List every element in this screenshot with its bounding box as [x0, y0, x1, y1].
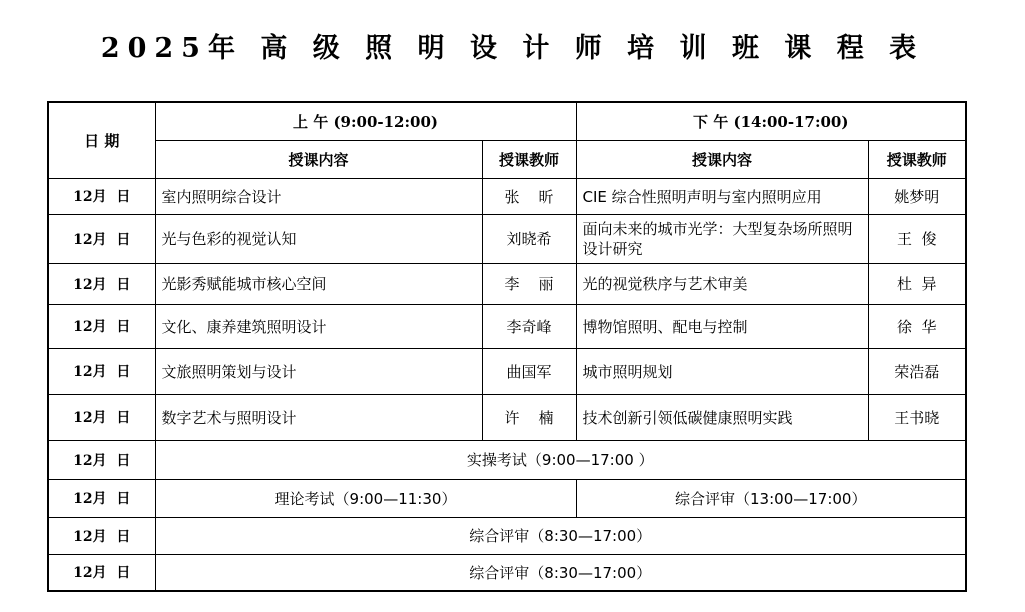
- am-course: 光影秀赋能城市核心空间: [155, 263, 482, 304]
- am-teacher: 李 丽: [482, 263, 576, 304]
- pm-course: 技术创新引领低碳健康照明实践: [576, 394, 868, 440]
- row-date: 12月 日: [48, 479, 155, 517]
- review-cell: 综合评审（13:00—17:00）: [576, 479, 966, 517]
- pm-course: CIE 综合性照明声明与室内照明应用: [576, 178, 868, 214]
- am-course: 光与色彩的视觉认知: [155, 214, 482, 263]
- table-row: [48, 348, 966, 394]
- am-course: 文旅照明策划与设计: [155, 348, 482, 394]
- course-schedule-table: [47, 101, 967, 592]
- pm-course: 城市照明规划: [576, 348, 868, 394]
- am-content-header: 授课内容: [155, 140, 482, 178]
- pm-course: 面向未来的城市光学：大型复杂场所照明设计研究: [576, 214, 868, 263]
- header-row-periods: [48, 102, 966, 140]
- am-teacher: 曲国军: [482, 348, 576, 394]
- pm-teacher-header: 授课教师: [868, 140, 966, 178]
- pm-teacher: 荣浩磊: [868, 348, 966, 394]
- header-row-columns: [48, 140, 966, 178]
- am-teacher: 许 楠: [482, 394, 576, 440]
- theory-exam-cell: 理论考试（9:00—11:30）: [155, 479, 576, 517]
- pm-teacher: 王书晓: [868, 394, 966, 440]
- table-row: [48, 479, 966, 517]
- pm-course: 光的视觉秩序与艺术审美: [576, 263, 868, 304]
- am-teacher: 张 昕: [482, 178, 576, 214]
- table-row: [48, 554, 966, 591]
- am-course: 文化、康养建筑照明设计: [155, 304, 482, 348]
- table-row: [48, 263, 966, 304]
- row-date: 12月 日: [48, 517, 155, 554]
- row-date: 12月 日: [48, 440, 155, 479]
- am-course: 室内照明综合设计: [155, 178, 482, 214]
- row-date: 12月 日: [48, 304, 155, 348]
- am-teacher: 李奇峰: [482, 304, 576, 348]
- row-date: 12月 日: [48, 263, 155, 304]
- pm-teacher: 姚梦明: [868, 178, 966, 214]
- row-date: 12月 日: [48, 178, 155, 214]
- pm-course: 博物馆照明、配电与控制: [576, 304, 868, 348]
- table-row: [48, 517, 966, 554]
- table-row: [48, 394, 966, 440]
- pm-teacher: 徐 华: [868, 304, 966, 348]
- review-cell: 综合评审（8:30—17:00）: [155, 554, 966, 591]
- practical-exam-cell: 实操考试（9:00—17:00 ）: [155, 440, 966, 479]
- pm-content-header: 授课内容: [576, 140, 868, 178]
- row-date: 12月 日: [48, 394, 155, 440]
- review-cell: 综合评审（8:30—17:00）: [155, 517, 966, 554]
- row-date: 12月 日: [48, 348, 155, 394]
- schedule-title: 2025年 高 级 照 明 设 计 师 培 训 班 课 程 表: [100, 33, 925, 64]
- morning-header: 上 午 (9:00-12:00): [155, 102, 576, 140]
- row-date: 12月 日: [48, 214, 155, 263]
- row-date: 12月 日: [48, 554, 155, 591]
- date-header: 日 期: [48, 102, 155, 178]
- am-teacher-header: 授课教师: [482, 140, 576, 178]
- table-row: [48, 214, 966, 263]
- table-row: [48, 440, 966, 479]
- am-course: 数字艺术与照明设计: [155, 394, 482, 440]
- pm-teacher: 杜 异: [868, 263, 966, 304]
- table-row: [48, 178, 966, 214]
- pm-teacher: 王 俊: [868, 214, 966, 263]
- afternoon-header: 下 午 (14:00-17:00): [576, 102, 966, 140]
- am-teacher: 刘晓希: [482, 214, 576, 263]
- table-row: [48, 304, 966, 348]
